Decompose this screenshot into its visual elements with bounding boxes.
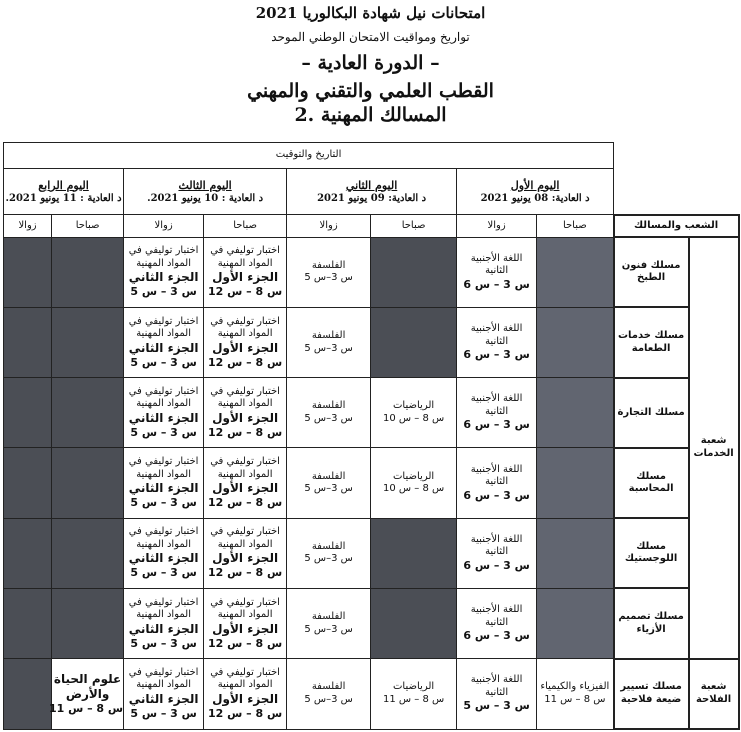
day-3-afternoon-cell xyxy=(124,378,204,448)
day-3-name: اليوم الثالث xyxy=(178,178,232,192)
day-3-afternoon-cell xyxy=(124,588,204,658)
day-4-name: اليوم الرابع xyxy=(38,178,89,192)
cell-line: س 3 – س 5 xyxy=(463,699,530,713)
day-4-morning-cell xyxy=(52,237,124,307)
cell-line: اللغة الأجنبية xyxy=(470,533,523,545)
cell-line: المواد المهنية xyxy=(217,398,273,410)
cell-line: س 3 – س 6 xyxy=(463,277,530,291)
cell-line: اللغة الأجنبية xyxy=(470,604,523,616)
cell-line: س 8 – س 10 xyxy=(382,412,445,424)
table-row xyxy=(4,378,739,448)
cell-line: والأرض xyxy=(65,686,110,701)
cell-line: الثانية xyxy=(485,686,509,698)
cell-line: الجزء الأول xyxy=(212,340,279,355)
cell-line: اختبار توليفي في xyxy=(210,385,280,397)
cell-line: س 3 – س 6 xyxy=(463,558,530,572)
cell-line: الجزء الأول xyxy=(212,481,279,496)
cell-line: الفلسفة xyxy=(311,540,346,552)
day-2-morning-cell xyxy=(371,518,457,588)
track-name: مسلك التجارة xyxy=(614,378,689,448)
cell-line: س 3 – س 5 xyxy=(130,566,197,580)
table-row xyxy=(4,237,739,307)
cell-line: س 3 – س 5 xyxy=(130,355,197,369)
day-3-morning-header: صباحا xyxy=(204,215,287,237)
cell-line: الفلسفة xyxy=(311,470,346,482)
cell-line: الجزء الأول xyxy=(212,691,279,706)
cell-line: س 3 – س 6 xyxy=(463,348,530,362)
day-4-afternoon-cell xyxy=(4,307,52,377)
track-name: مسلك تصميم الأزياء xyxy=(614,588,689,658)
cell-line: المواد المهنية xyxy=(217,679,273,691)
branches-header: الشعب والمسالك xyxy=(614,215,739,237)
cell-line: س 3–س 5 xyxy=(304,272,353,284)
day-1-morning-cell xyxy=(537,518,614,588)
track-name: مسلك اللوجستيك xyxy=(614,518,689,588)
day-4-afternoon-cell xyxy=(4,588,52,658)
day-4-afternoon-cell xyxy=(4,518,52,588)
cell-line: س 3 – س 6 xyxy=(463,629,530,643)
cell-line: س 3 – س 5 xyxy=(130,706,197,720)
day-4-morning-cell xyxy=(52,588,124,658)
group-services: شعبة الخدمات xyxy=(689,237,739,659)
cell-line: س 3–س 5 xyxy=(304,412,353,424)
day-4-morning-cell xyxy=(52,448,124,518)
cell-line: المواد المهنية xyxy=(136,328,191,340)
table-row xyxy=(4,307,739,377)
cell-line: س 3–س 5 xyxy=(304,483,353,495)
day-2-morning-cell xyxy=(371,448,457,518)
day-1-afternoon-cell xyxy=(457,659,537,729)
day-3-header xyxy=(124,169,287,215)
day-4-afternoon-cell xyxy=(4,448,52,518)
day-1-date: د العادية: 08 يونيو 2021 xyxy=(480,192,590,204)
cell-line: الثانية xyxy=(485,265,509,277)
cell-line: الرياضيات xyxy=(393,470,435,482)
day-2-morning-cell xyxy=(371,378,457,448)
cell-line: س 8 – س 11 xyxy=(544,693,606,705)
cell-line: الفلسفة xyxy=(311,611,346,623)
cell-line: المواد المهنية xyxy=(136,398,191,410)
day-1-afternoon-cell xyxy=(457,448,537,518)
cell-line: الفلسفة xyxy=(311,259,346,271)
day-2-date: د العادية: 09 يونيو 2021 xyxy=(317,192,427,204)
day-2-morning-cell xyxy=(371,588,457,658)
day-3-morning-cell xyxy=(204,518,287,588)
day-2-name: اليوم الثاني xyxy=(345,178,398,192)
cell-line: اختبار توليفي في xyxy=(210,315,280,327)
day-2-header xyxy=(287,169,457,215)
day-2-afternoon-cell xyxy=(287,448,371,518)
day-4-afternoon-cell xyxy=(4,237,52,307)
cell-line: اللغة الأجنبية xyxy=(470,393,523,405)
day-1-morning-cell xyxy=(537,588,614,658)
day-2-morning-cell xyxy=(371,307,457,377)
cell-line: اختبار توليفي في xyxy=(210,596,280,608)
cell-line: اللغة الأجنبية xyxy=(470,463,523,475)
cell-line: س 3–س 5 xyxy=(304,342,353,354)
day-2-afternoon-cell xyxy=(287,378,371,448)
cell-line: المواد المهنية xyxy=(217,257,273,269)
day-1-afternoon-cell xyxy=(457,237,537,307)
cell-line: المواد المهنية xyxy=(136,679,191,691)
cell-line: س 8 – س 12 xyxy=(208,285,283,299)
cell-line: س 8 – س 12 xyxy=(208,355,283,369)
cell-line: اللغة الأجنبية xyxy=(470,323,523,335)
cell-line: اللغة الأجنبية xyxy=(470,252,523,264)
track-name: مسلك خدمات الطعامة xyxy=(614,307,689,377)
day-4-morning-cell xyxy=(52,378,124,448)
table-row xyxy=(4,659,739,729)
day-3-afternoon-cell xyxy=(124,518,204,588)
day-1-name: اليوم الأول xyxy=(510,178,560,192)
cell-line: س 8 – س 12 xyxy=(208,636,283,650)
day-3-afternoon-header: زوالا xyxy=(124,215,204,237)
day-3-afternoon-cell xyxy=(124,307,204,377)
cell-line: علوم الحياة xyxy=(53,671,122,686)
day-1-morning-cell xyxy=(537,659,614,729)
cell-line: اختبار توليفي في xyxy=(210,245,280,257)
cell-line: المواد المهنية xyxy=(136,538,191,550)
cell-line: الجزء الثاني xyxy=(128,481,199,496)
day-2-morning-cell xyxy=(371,237,457,307)
cell-line: الثانية xyxy=(485,546,509,558)
cell-line: الثانية xyxy=(485,476,509,488)
date-time-header: التاريخ والتوقيت xyxy=(4,143,614,169)
cell-line: س 8 – س 12 xyxy=(208,566,283,580)
day-3-morning-cell xyxy=(204,448,287,518)
day-1-morning-cell xyxy=(537,378,614,448)
cell-line: الجزء الأول xyxy=(212,551,279,566)
table-row xyxy=(4,518,739,588)
day-1-header xyxy=(457,169,614,215)
cell-line: س 8 – س 12 xyxy=(208,425,283,439)
day-2-afternoon-cell xyxy=(287,518,371,588)
cell-line: س 3–س 5 xyxy=(304,623,353,635)
cell-line: اختبار توليفي في xyxy=(128,456,199,468)
day-3-morning-cell xyxy=(204,659,287,729)
track-name: مسلك فنون الطبخ xyxy=(614,237,689,307)
cell-line: الفيزياء والكيمياء xyxy=(540,681,610,693)
pole-title: القطب العلمي والتقني والمهني xyxy=(247,80,494,102)
cell-line: الجزء الأول xyxy=(212,621,279,636)
session-title: – الدورة العادية – xyxy=(301,52,440,74)
day-4-date: د العادية : 11 يونيو 2021. xyxy=(5,192,122,204)
cell-line: س 3 – س 6 xyxy=(463,418,530,432)
doc-title: امتحانات نيل شهادة البكالوريا 2021 xyxy=(255,4,486,22)
cell-line: س 3 – س 5 xyxy=(130,425,197,439)
cell-line: الجزء الثاني xyxy=(128,621,199,636)
day-2-afternoon-header: زوالا xyxy=(287,215,371,237)
section-title: 2. المسالك المهنية xyxy=(294,104,447,126)
cell-line: س 3 – س 6 xyxy=(463,488,530,502)
cell-line: اختبار توليفي في xyxy=(128,385,199,397)
table-row xyxy=(4,588,739,658)
cell-line: اختبار توليفي في xyxy=(128,245,199,257)
day-4-afternoon-cell xyxy=(4,659,52,729)
track-name: مسلك المحاسبة xyxy=(614,448,689,518)
track-name: مسلك تسيير ضيعة فلاحية xyxy=(614,659,689,729)
cell-line: الثانية xyxy=(485,335,509,347)
cell-line: الثانية xyxy=(485,616,509,628)
cell-line: الجزء الثاني xyxy=(128,340,199,355)
day-3-date: د العادية : 10 يونيو 2021. xyxy=(147,192,264,204)
day-2-afternoon-cell xyxy=(287,307,371,377)
cell-line: المواد المهنية xyxy=(217,609,273,621)
day-1-morning-cell xyxy=(537,237,614,307)
day-3-afternoon-cell xyxy=(124,448,204,518)
cell-line: الرياضيات xyxy=(393,400,435,412)
day-3-morning-cell xyxy=(204,237,287,307)
cell-line: اللغة الأجنبية xyxy=(470,674,523,686)
day-3-morning-cell xyxy=(204,378,287,448)
cell-line: الجزء الثاني xyxy=(128,691,199,706)
day-3-morning-cell xyxy=(204,307,287,377)
cell-line: س 8 – س 10 xyxy=(382,483,445,495)
cell-line: الفلسفة xyxy=(311,400,346,412)
cell-line: المواد المهنية xyxy=(136,609,191,621)
cell-line: س 8 – س 12 xyxy=(208,496,283,510)
day-1-morning-header: صباحا xyxy=(537,215,614,237)
cell-line: الجزء الثاني xyxy=(128,551,199,566)
day-2-morning-header: صباحا xyxy=(371,215,457,237)
day-2-afternoon-cell xyxy=(287,588,371,658)
day-2-afternoon-cell xyxy=(287,237,371,307)
cell-line: س 3 – س 5 xyxy=(130,285,197,299)
day-1-morning-cell xyxy=(537,448,614,518)
cell-line: الفلسفة xyxy=(311,330,346,342)
day-3-afternoon-cell xyxy=(124,237,204,307)
cell-line: اختبار توليفي في xyxy=(128,666,199,678)
cell-line: اختبار توليفي في xyxy=(128,526,199,538)
cell-line: س 3–س 5 xyxy=(304,693,353,705)
cell-line: الجزء الأول xyxy=(212,410,279,425)
table-row xyxy=(4,448,739,518)
cell-line: س 8 – س 12 xyxy=(208,706,283,720)
cell-line: اختبار توليفي في xyxy=(128,596,199,608)
cell-line: الرياضيات xyxy=(393,681,435,693)
day-2-morning-cell xyxy=(371,659,457,729)
cell-line: المواد المهنية xyxy=(217,538,273,550)
cell-line: المواد المهنية xyxy=(217,328,273,340)
cell-line: الجزء الأول xyxy=(212,270,279,285)
day-4-morning-cell xyxy=(48,659,124,729)
cell-line: المواد المهنية xyxy=(136,257,191,269)
cell-line: اختبار توليفي في xyxy=(210,666,280,678)
cell-line: الجزء الثاني xyxy=(128,410,199,425)
cell-line: اختبار توليفي في xyxy=(128,315,199,327)
cell-line: المواد المهنية xyxy=(217,468,273,480)
cell-line: اختبار توليفي في xyxy=(210,456,280,468)
day-3-morning-cell xyxy=(204,588,287,658)
exam-schedule-table xyxy=(3,142,740,730)
cell-line: الثانية xyxy=(485,405,509,417)
day-4-morning-header: صباحا xyxy=(52,215,124,237)
day-4-header xyxy=(4,169,124,215)
day-1-afternoon-cell xyxy=(457,518,537,588)
cell-line: اختبار توليفي في xyxy=(210,526,280,538)
cell-line: س 3 – س 5 xyxy=(130,496,197,510)
day-1-afternoon-header: زوالا xyxy=(457,215,537,237)
day-1-afternoon-cell xyxy=(457,378,537,448)
day-1-afternoon-cell xyxy=(457,588,537,658)
day-3-afternoon-cell xyxy=(124,659,204,729)
day-4-morning-cell xyxy=(52,518,124,588)
day-2-afternoon-cell xyxy=(287,659,371,729)
day-1-morning-cell xyxy=(537,307,614,377)
group-agriculture: شعبة الفلاحة xyxy=(689,659,739,729)
cell-line: المواد المهنية xyxy=(136,468,191,480)
cell-line: س 8 – س 11 xyxy=(48,701,124,715)
doc-subtitle: تواريخ ومواقيت الامتحان الوطني الموحد xyxy=(271,30,470,44)
day-4-morning-cell xyxy=(52,307,124,377)
cell-line: الجزء الثاني xyxy=(128,270,199,285)
day-4-afternoon-cell xyxy=(4,378,52,448)
cell-line: س 8 – س 11 xyxy=(382,693,445,705)
day-4-afternoon-header: زوالا xyxy=(4,215,52,237)
cell-line: س 3 – س 5 xyxy=(130,636,197,650)
day-1-afternoon-cell xyxy=(457,307,537,377)
cell-line: الفلسفة xyxy=(311,681,346,693)
cell-line: س 3–س 5 xyxy=(304,553,353,565)
